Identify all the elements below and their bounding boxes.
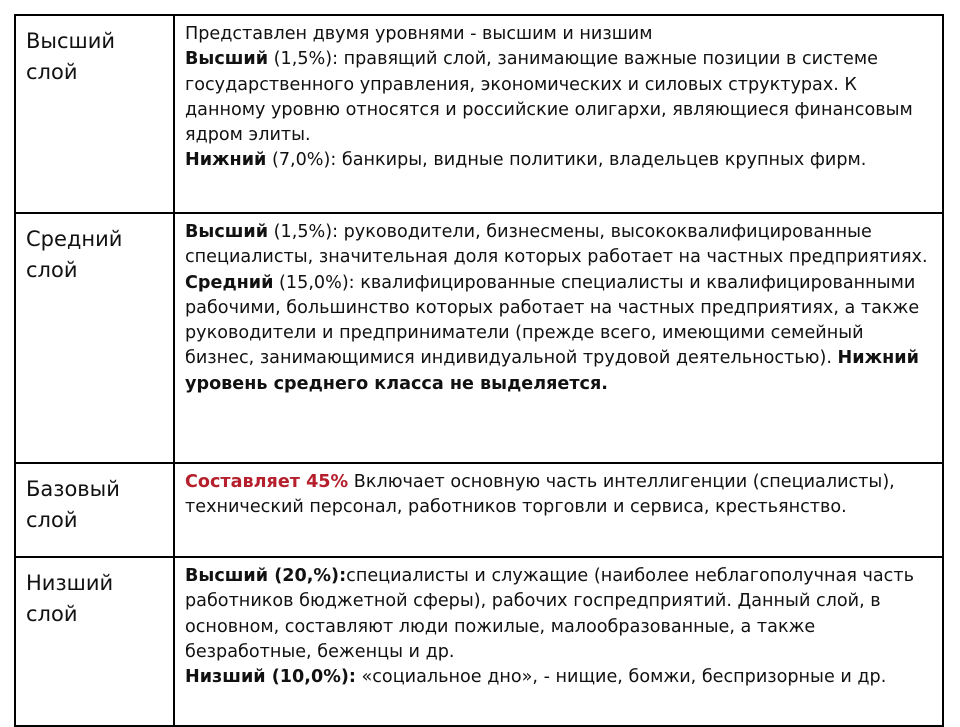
stratum-description bbox=[174, 463, 943, 557]
lower-level-label: Нижний bbox=[185, 150, 267, 171]
stratum-name: Средний слой bbox=[15, 213, 174, 463]
middle-stratum-paragraph bbox=[185, 220, 934, 397]
upper-level-text: специалисты и служащие (наиболее неблагополучная часть работников бюджетной сферы), рабочих госпредприятий. Данный слой, в основном, составляют люди пожилые, малообразованные, а также безработные, беженцы и др. bbox=[185, 566, 914, 662]
stratum-description bbox=[174, 15, 943, 213]
upper-level-label: Высший bbox=[185, 49, 269, 70]
table-row bbox=[15, 15, 943, 213]
upper-level-paragraph bbox=[185, 47, 934, 148]
upper-level-label: Высший (20,%): bbox=[185, 566, 347, 586]
upper-level-text: (1,5%): правящий слой, занимающие важные позиции в системе государственного управления, экономических и силовых структурах. К данному уровню относятся и российские олигархи, являющиеся финансовым ядром элиты. bbox=[185, 49, 913, 146]
stratum-description bbox=[174, 213, 943, 463]
closing-note: Нижний уровень среднего класса не выделяется. bbox=[185, 348, 919, 394]
share-highlight: Составляет 45% bbox=[185, 472, 349, 492]
upper-level-paragraph bbox=[185, 564, 934, 665]
upper-level-text: (1,5%): руководители, бизнесмены, высококвалифицированные специалисты, значительная доля которых работает на частных предприятиях. bbox=[185, 222, 928, 268]
table-row bbox=[15, 463, 943, 557]
middle-level-label: Средний bbox=[185, 272, 274, 293]
table-row bbox=[15, 557, 943, 726]
social-strata-table bbox=[14, 14, 944, 727]
upper-level-label: Высший bbox=[185, 222, 269, 242]
stratum-name: Низший слой bbox=[15, 557, 174, 726]
stratum-description bbox=[174, 557, 943, 726]
base-stratum-paragraph bbox=[185, 470, 934, 521]
lower-level-text: «социальное дно», - нищие, бомжи, беспризорные и др. bbox=[355, 667, 887, 688]
lower-level-label: Низший (10,0%): bbox=[185, 667, 356, 688]
lower-level-paragraph bbox=[185, 665, 934, 690]
table-row bbox=[15, 213, 943, 463]
base-stratum-text: Включает основную часть интеллигенции (специалисты), технический персонал, работников торговли и сервиса, крестьянство. bbox=[185, 472, 895, 518]
stratum-name: Высший слой bbox=[15, 15, 174, 213]
stratum-name: Базовый слой bbox=[15, 463, 174, 557]
lower-level-paragraph bbox=[185, 148, 934, 173]
lower-level-text: (7,0%): банкиры, видные политики, владельцев крупных фирм. bbox=[266, 150, 867, 171]
intro-text: Представлен двумя уровнями - высшим и низшим bbox=[185, 24, 653, 44]
middle-level-text: (15,0%): квалифицированные специалисты и квалифицированными рабочими, большинство которых работает на частных предприятиях, а также руководители и предприниматели (прежде всего, имеющими семейный бизнес, занимающимися индивидуальной трудовой деятельностью). bbox=[185, 272, 920, 369]
